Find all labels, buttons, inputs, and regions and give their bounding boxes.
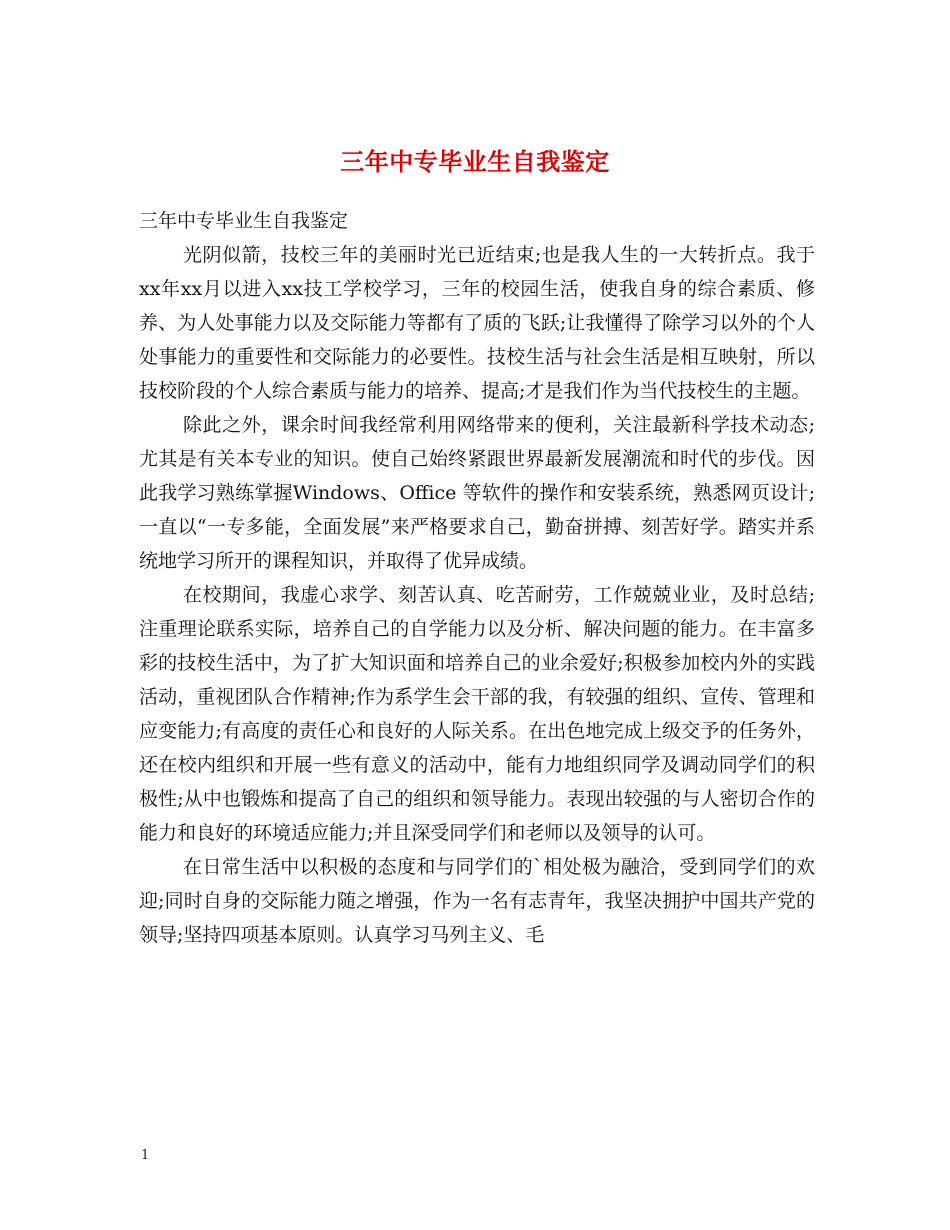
document-body xyxy=(139,204,815,952)
document-title: 三年中专毕业生自我鉴定 xyxy=(340,148,610,177)
paragraph-4: 在日常生活中以积极的态度和与同学们的`相处极为融洽，受到同学们的欢迎;同时自身的交际能力随之增强，作为一名有志青年，我坚决拥护中国共产党的领导;坚持四项基本原则。认真学习马列主义、毛 xyxy=(139,856,815,946)
document-subtitle: 三年中专毕业生自我鉴定 xyxy=(139,210,349,232)
paragraph-2: 除此之外，课余时间我经常利用网络带来的便利，关注最新科学技术动态;尤其是有关本专业的知识。使自己始终紧跟世界最新发展潮流和时代的步伐。因此我学习熟练掌握Windows、Office 等软件的操作和安装系统，熟悉网页设计;一直以“一专多能，全面发展”来严格要求自己，勤奋拼搏、刻苦好学。踏实并系统地学习所开的课程知识，并取得了优异成绩。 xyxy=(139,414,815,572)
paragraph-1: 光阴似箭，技校三年的美丽时光已近结束;也是我人生的一大转折点。我于xx年xx月以进入xx技工学校学习，三年的校园生活，使我自身的综合素质、修养、为人处事能力以及交际能力等都有了质的飞跃;让我懂得了除学习以外的个人处事能力的重要性和交际能力的必要性。技校生活与社会生活是相互映射，所以技校阶段的个人综合素质与能力的培养、提高;才是我们作为当代技校生的主题。 xyxy=(139,244,815,402)
paragraph-3: 在校期间，我虚心求学、刻苦认真、吃苦耐劳，工作兢兢业业，及时总结;注重理论联系实际，培养自己的自学能力以及分析、解决问题的能力。在丰富多彩的技校生活中，为了扩大知识面和培养自己的业余爱好;积极参加校内外的实践活动，重视团队合作精神;作为系学生会干部的我，有较强的组织、宣传、管理和应变能力;有高度的责任心和良好的人际关系。在出色地完成上级交予的任务外，还在校内组织和开展一些有意义的活动中，能有力地组织同学及调动同学们的积极性;从中也锻炼和提高了自己的组织和领导能力。表现出较强的与人密切合作的能力和良好的环境适应能力;并且深受同学们和老师以及领导的认可。 xyxy=(139,584,815,844)
page-number: 1 xyxy=(141,1148,150,1163)
